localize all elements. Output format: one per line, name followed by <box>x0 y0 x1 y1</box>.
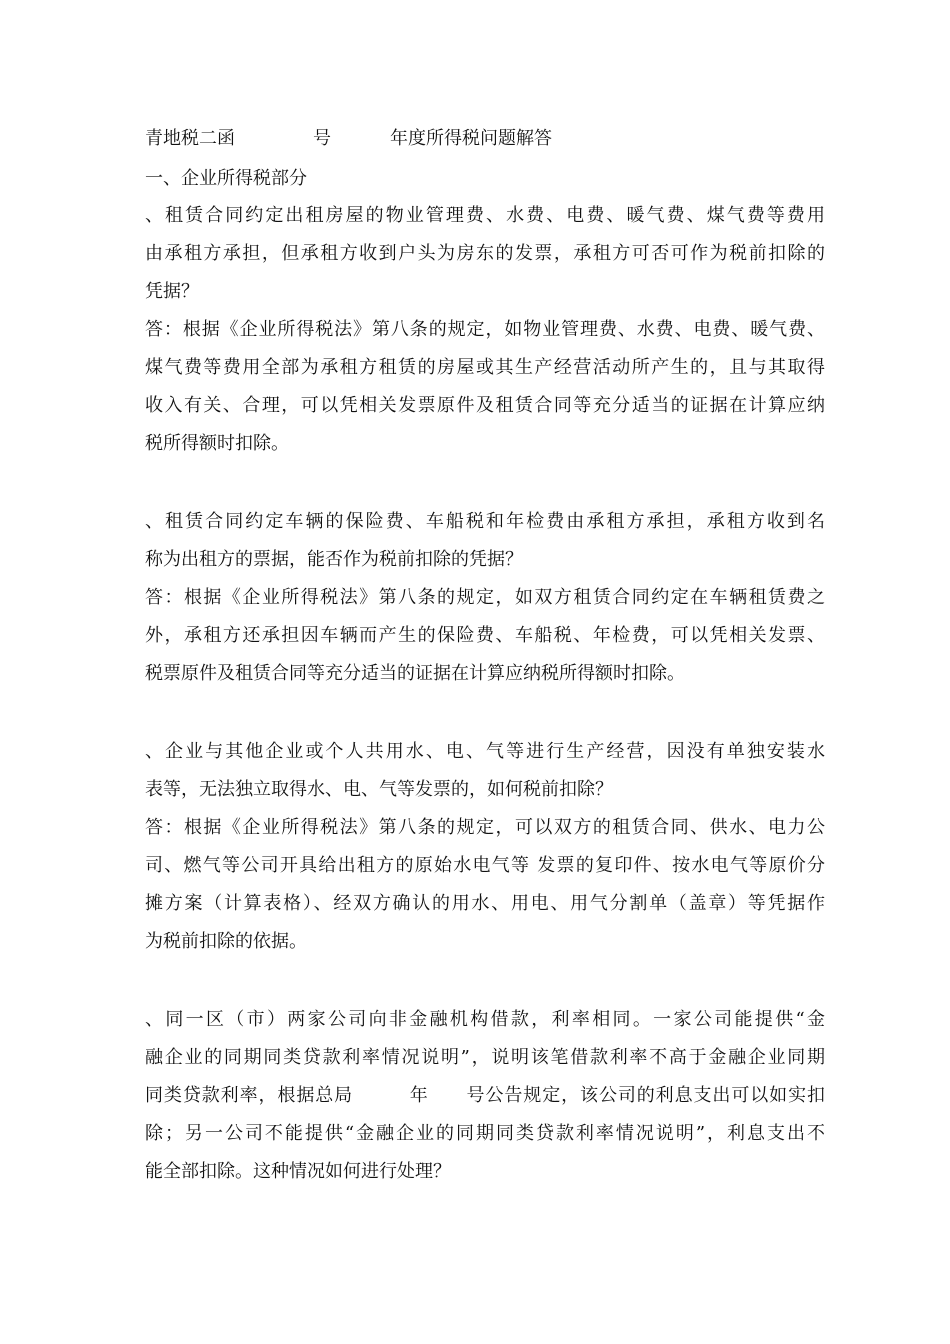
question-4-line-1: 、同一区（市）两家公司向非金融机构借款，利率相同。一家公司能提供“金 <box>145 1009 825 1030</box>
section-heading: 一、企业所得税部分 <box>145 168 307 189</box>
question-2-line-2: 称为出租方的票据，能否作为税前扣除的凭据？ <box>145 549 523 570</box>
answer-1-line-4: 税所得额时扣除。 <box>145 433 289 454</box>
answer-3-line-2: 司、燃气等公司开具给出租方的原始水电气等 发票的复印件、按水电气等原价分 <box>145 855 825 876</box>
title-part-3: 年度所得税问题解答 <box>390 128 552 149</box>
question-4-line-5: 能全部扣除。这种情况如何进行处理？ <box>145 1161 451 1182</box>
document-title <box>145 127 825 151</box>
answer-2-line-1: 答：根据《企业所得税法》第八条的规定，如双方租赁合同约定在车辆租赁费之 <box>145 587 825 608</box>
question-1-line-3: 凭据？ <box>145 281 199 302</box>
answer-2-line-3: 税票原件及租赁合同等充分适当的证据在计算应纳税所得额时扣除。 <box>145 663 685 684</box>
question-1-line-1: 、租赁合同约定出租房屋的物业管理费、水费、电费、暖气费、煤气费等费用 <box>145 205 825 226</box>
question-3-line-1: 、企业与其他企业或个人共用水、电、气等进行生产经营，因没有单独安装水 <box>145 741 825 762</box>
question-4-line-3: 同类贷款利率，根据总局 年 号公告规定，该公司的利息支出可以如实扣 <box>145 1085 825 1106</box>
answer-3-line-3: 摊方案（计算表格）、经双方确认的用水、用电、用气分割单（盖章）等凭据作 <box>145 893 825 914</box>
title-part-2: 号 <box>313 128 331 149</box>
answer-3-line-1: 答：根据《企业所得税法》第八条的规定，可以双方的租赁合同、供水、电力公 <box>145 817 825 838</box>
question-4-line-4: 除；另一公司不能提供“金融企业的同期同类贷款利率情况说明”，利息支出不 <box>145 1123 825 1144</box>
question-1-line-2: 由承租方承担，但承租方收到户头为房东的发票，承租方可否可作为税前扣除的 <box>145 243 825 264</box>
answer-1-line-3: 收入有关、合理，可以凭相关发票原件及租赁合同等充分适当的证据在计算应纳 <box>145 395 825 416</box>
answer-3-line-4: 为税前扣除的依据。 <box>145 931 307 952</box>
question-4-line-2: 融企业的同期同类贷款利率情况说明”，说明该笔借款利率不高于金融企业同期 <box>145 1047 825 1068</box>
answer-1-line-1: 答：根据《企业所得税法》第八条的规定，如物业管理费、水费、电费、暖气费、 <box>145 319 825 340</box>
question-3-line-2: 表等，无法独立取得水、电、气等发票的，如何税前扣除？ <box>145 779 613 800</box>
question-2-line-1: 、租赁合同约定车辆的保险费、车船税和年检费由承租方承担，承租方收到名 <box>145 511 825 532</box>
title-part-1: 青地税二函 <box>145 128 235 149</box>
answer-2-line-2: 外，承租方还承担因车辆而产生的保险费、车船税、年检费，可以凭相关发票、 <box>145 625 825 646</box>
answer-1-line-2: 煤气费等费用全部为承租方租赁的房屋或其生产经营活动所产生的，且与其取得 <box>145 357 825 378</box>
